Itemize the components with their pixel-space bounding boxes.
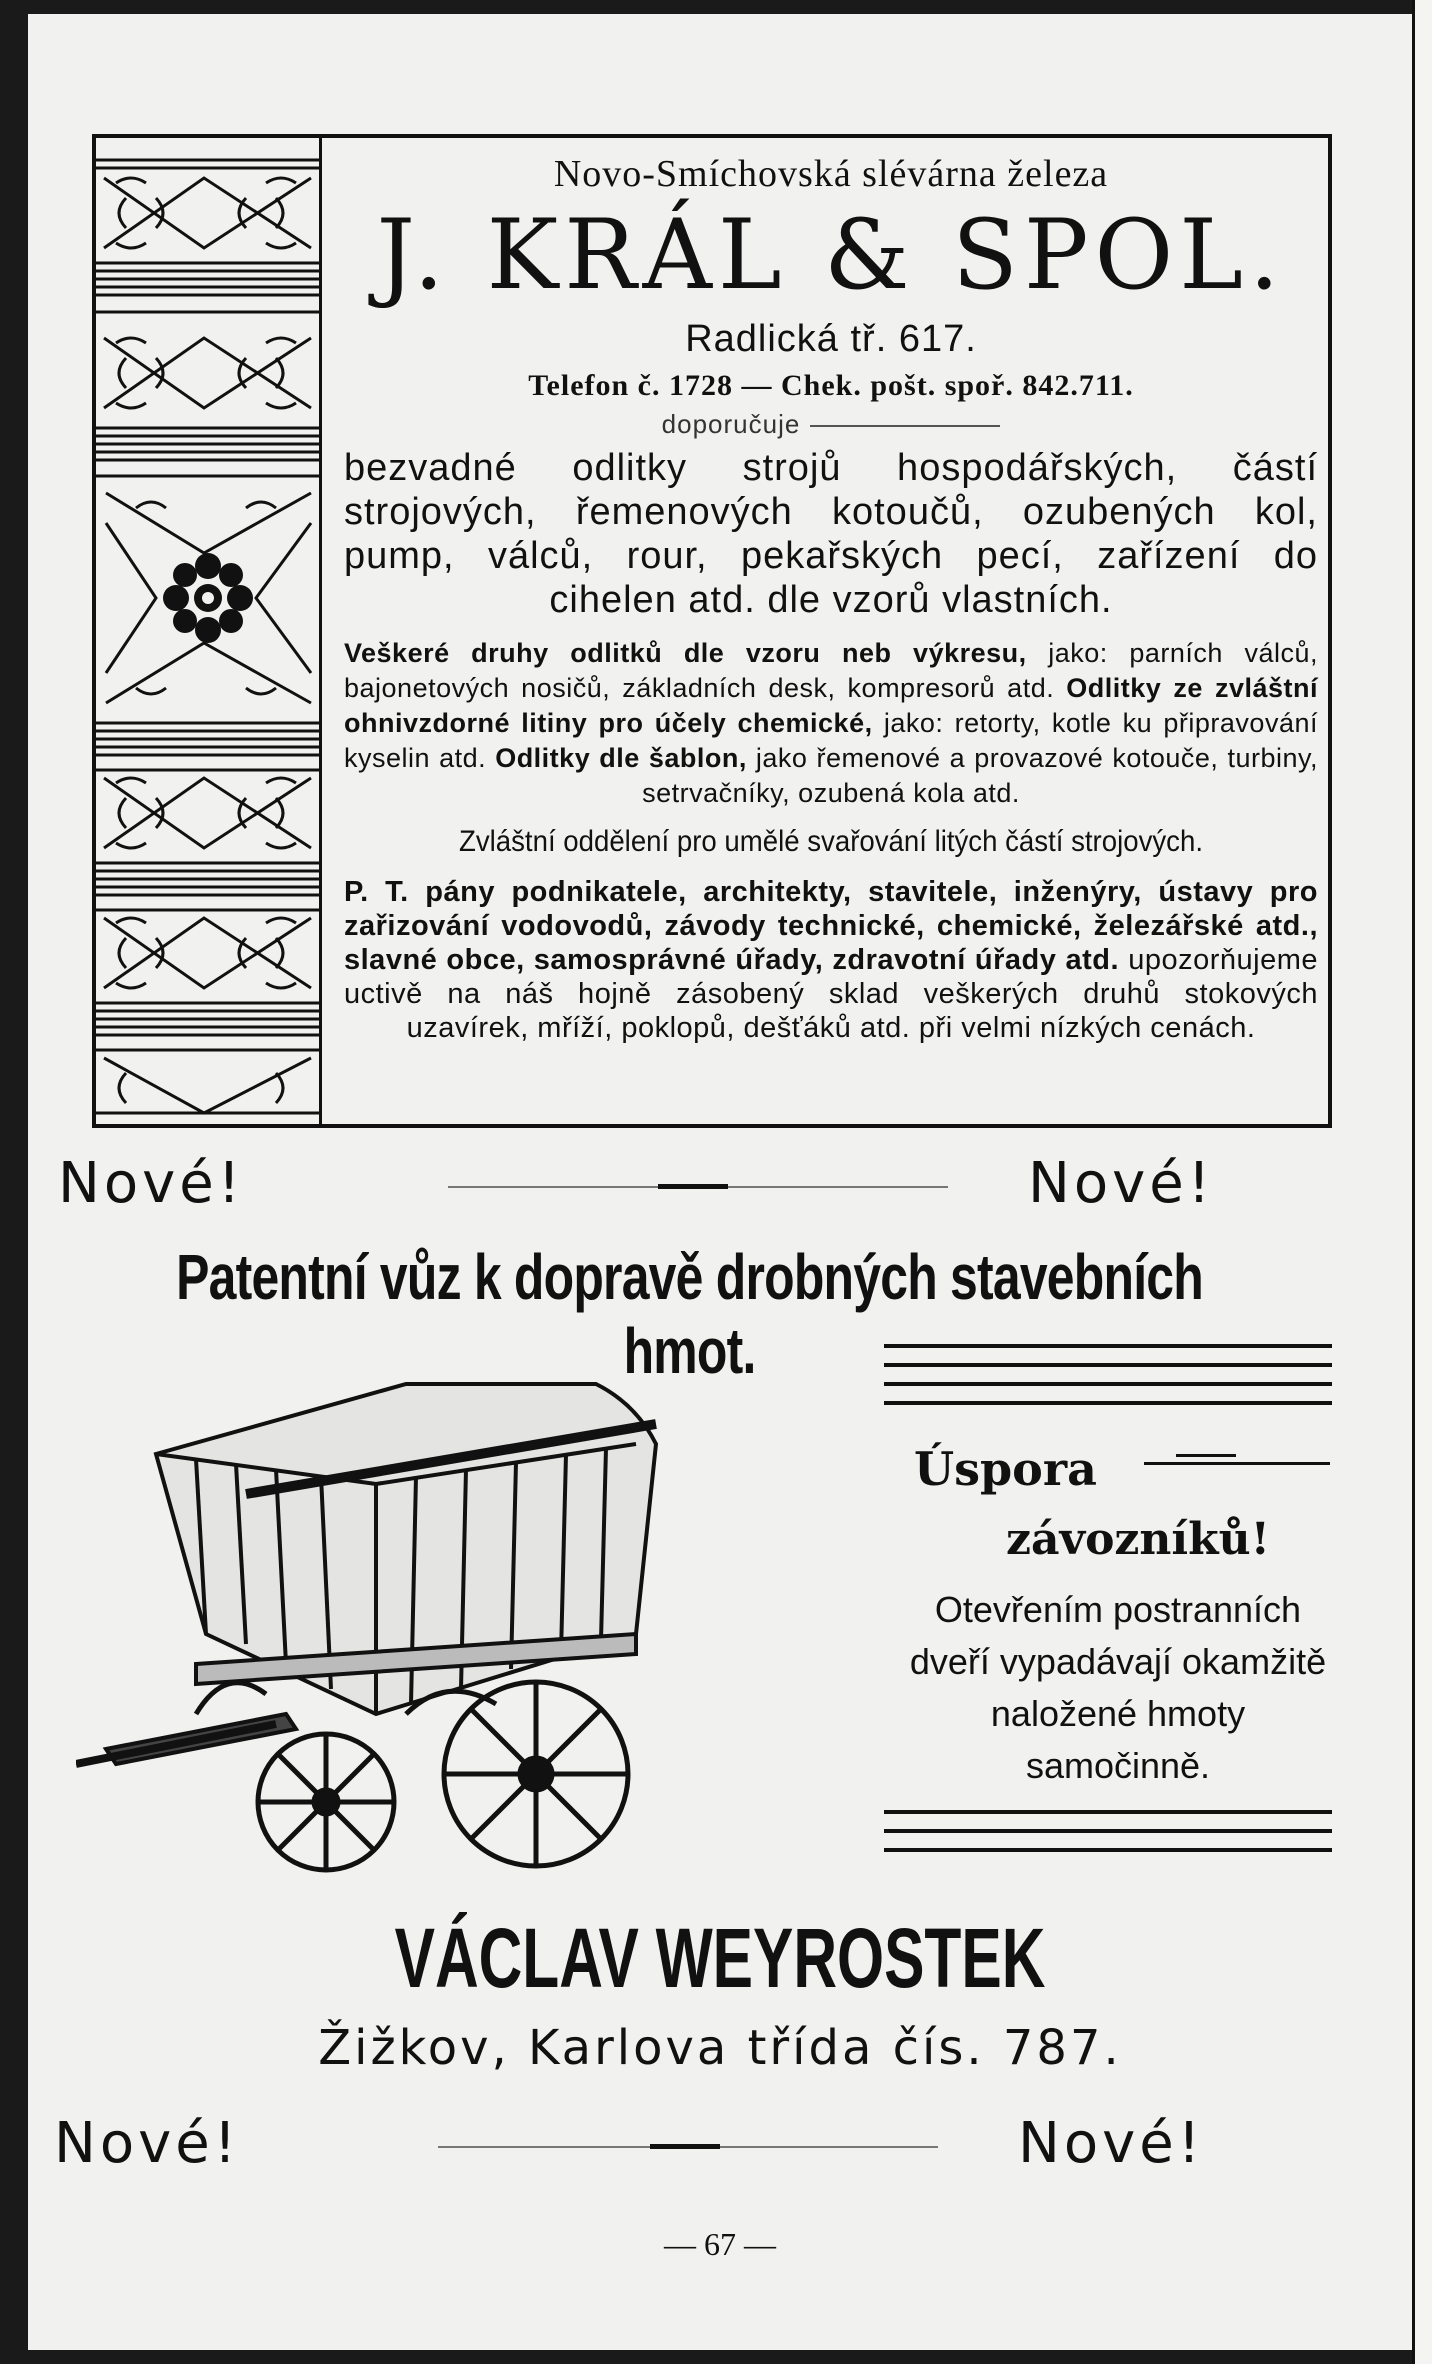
merchant-name: VÁCLAV WEYROSTEK [394, 1911, 1046, 2005]
new-label: Nové! [1028, 1151, 1215, 1216]
divider [658, 1184, 728, 1189]
wagon-illustration-icon [76, 1344, 876, 1874]
new-label: Nové! [1018, 2111, 1205, 2176]
savings-subheading: závozníků! [1006, 1514, 1270, 1565]
foundry-text [344, 138, 1318, 1045]
company-name: J. KRÁL & SPOL. [376, 199, 1286, 311]
welding-department: Zvláštní oddělení pro umělé svařování litých částí strojových. [458, 825, 1203, 858]
recommends-label: doporučuje [344, 409, 1318, 440]
wagon-headline: Patentní vůz k dopravě drobných stavebních hmot. [176, 1241, 1203, 1387]
new-label: Nové! [58, 1151, 245, 1216]
new-label: Nové! [54, 2111, 241, 2176]
divider [1176, 1454, 1236, 1457]
lead-paragraph: bezvadné odlitky strojů hospodářských, částí strojových, řemenových kotoučů, ozubených kol, pump, válců, rour, pekařských pecí, zařízení do cihelen atd. dle vzorů vlastních. [344, 447, 1318, 621]
ornamental-border-icon [96, 138, 322, 1124]
castings-paragraph: Veškeré druhy odlitků dle vzoru neb výkresu, jako: parních válců, bajonetových nosičů, základních desk, kompresorů atd. Odlitky ze zvláštní ohnivzdorné litiny pro účely chemické, jako: retorty, kotle ku připravování kyselin atd. Odlitky dle šablon, jako řemenové a provazové kotouče, turbiny, setrvačníky, ozubená kola atd. [344, 638, 1319, 808]
decorative-lines [884, 1810, 1332, 1867]
page-number: — 67 — [664, 2226, 776, 2262]
page-edge [1412, 0, 1432, 2364]
divider [650, 2144, 720, 2149]
merchant-address: Žižkov, Karlova třída čís. 787. [318, 2020, 1122, 2076]
foundry-advertisement [92, 134, 1332, 1128]
savings-heading: Úspora [914, 1442, 1097, 1496]
foundry-subtitle: Novo-Smíchovská slévárna železa [553, 153, 1109, 195]
company-contact: Telefon č. 1728 — Chek. pošt. spoř. 842.711. [528, 369, 1134, 402]
wagon-description: Otevřením postranních dveří vypadávají okamžitě naložené hmoty samočinně. [909, 1589, 1327, 1786]
customers-paragraph: P. T. pány podnikatele, architekty, stavitele, inženýry, ústavy pro zařizování vodovodů, závody technické, chemické, železářské atd., slavné obce, samosprávné úřady, zdravotní úřady atd. upozorňujeme uctivě na náš hojně zásobený sklad veškerých druhů stokových uzavírek, mříží, poklopů, dešťáků atd. při velmi nízkých cenách. [344, 876, 1318, 1044]
divider [1144, 1462, 1330, 1465]
catalog-page [28, 14, 1412, 2350]
company-address: Radlická tř. 617. [685, 318, 977, 360]
decorative-lines [884, 1344, 1332, 1420]
